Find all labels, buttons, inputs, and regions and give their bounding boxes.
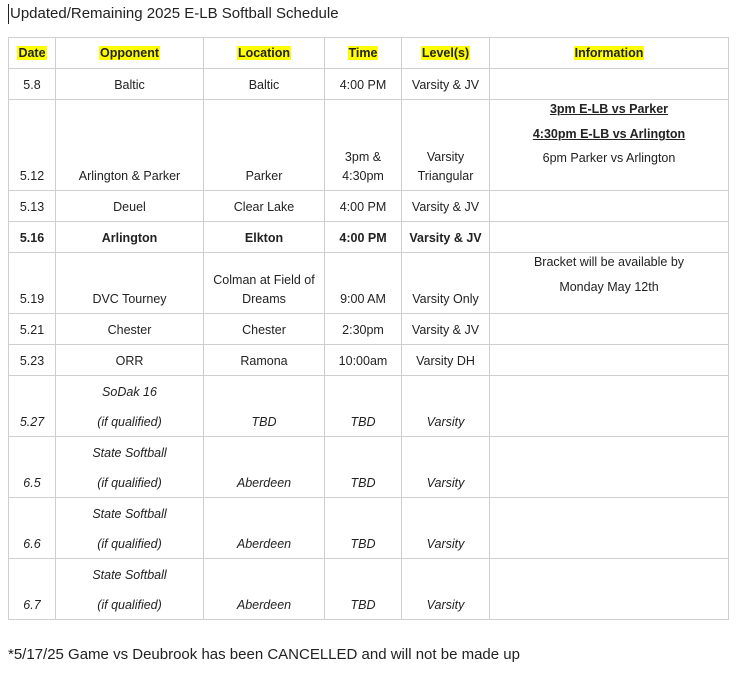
cell-location: Ramona [204, 345, 325, 376]
cell-info [490, 314, 729, 345]
cell-level: Varsity [402, 559, 490, 620]
cell-time: 4:00 PM [325, 222, 402, 253]
cell-location: Aberdeen [204, 559, 325, 620]
cell-info [490, 559, 729, 620]
table-row [9, 437, 729, 498]
opponent-line: (if qualified) [97, 598, 162, 612]
cell-time: 4:00 PM [325, 69, 402, 100]
cell-date: 5.23 [9, 345, 56, 376]
cell-level: Varsity [402, 376, 490, 437]
cell-date: 5.19 [9, 253, 56, 314]
cell-opponent: DVC Tourney [56, 253, 204, 314]
opponent-line: State Softball [92, 446, 167, 460]
cell-location: Aberdeen [204, 498, 325, 559]
time-line: 4:30pm [342, 169, 384, 183]
cell-time: 4:00 PM [325, 191, 402, 222]
cell-location: Clear Lake [204, 191, 325, 222]
header-levels: Level(s) [402, 38, 490, 69]
cell-info [490, 437, 729, 498]
cell-date: 5.27 [9, 376, 56, 437]
cell-info [490, 253, 729, 314]
cell-opponent [56, 437, 204, 498]
cell-time: 2:30pm [325, 314, 402, 345]
opponent-line: SoDak 16 [102, 385, 157, 399]
table-row [9, 100, 729, 191]
cell-location [204, 253, 325, 314]
cell-location: Baltic [204, 69, 325, 100]
info-line: 3pm E-LB vs Parker [549, 102, 669, 116]
cell-level: Varsity [402, 437, 490, 498]
opponent-line: (if qualified) [97, 415, 162, 429]
cell-info [490, 100, 729, 191]
header-date: Date [9, 38, 56, 69]
cell-info [490, 222, 729, 253]
cell-time: TBD [325, 437, 402, 498]
cell-time: TBD [325, 376, 402, 437]
cell-time: 9:00 AM [325, 253, 402, 314]
level-line: Triangular [417, 169, 474, 183]
cell-date: 5.13 [9, 191, 56, 222]
table-row [9, 345, 729, 376]
table-row [9, 559, 729, 620]
cell-opponent [56, 376, 204, 437]
table-row [9, 253, 729, 314]
info-line: Bracket will be available by [533, 255, 685, 269]
header-row [9, 38, 729, 69]
table-row [9, 69, 729, 100]
cancellation-footnote: *5/17/25 Game vs Deubrook has been CANCELLED and will not be made up [8, 646, 520, 663]
cell-date: 5.16 [9, 222, 56, 253]
info-line: Monday May 12th [559, 280, 659, 294]
header-location: Location [204, 38, 325, 69]
cell-opponent: Arlington [56, 222, 204, 253]
cell-level: Varsity [402, 498, 490, 559]
cell-location: Elkton [204, 222, 325, 253]
cell-level: Varsity & JV [402, 191, 490, 222]
schedule-table [8, 37, 729, 620]
cell-location: TBD [204, 376, 325, 437]
cell-level: Varsity & JV [402, 222, 490, 253]
cell-location: Chester [204, 314, 325, 345]
cell-date: 5.21 [9, 314, 56, 345]
cell-opponent [56, 498, 204, 559]
info-line: 6pm Parker vs Arlington [542, 151, 676, 165]
header-information: Information [490, 38, 729, 69]
opponent-line: (if qualified) [97, 476, 162, 490]
cell-opponent [56, 559, 204, 620]
cell-level [402, 100, 490, 191]
table-row [9, 314, 729, 345]
location-line: Dreams [242, 292, 286, 306]
table-row [9, 191, 729, 222]
location-line: Colman at Field of [213, 273, 315, 287]
cell-info [490, 191, 729, 222]
cell-opponent: ORR [56, 345, 204, 376]
cell-opponent: Arlington & Parker [56, 100, 204, 191]
document-title: Updated/Remaining 2025 E-LB Softball Schedule [10, 5, 339, 22]
cell-time: 10:00am [325, 345, 402, 376]
cell-info [490, 345, 729, 376]
opponent-line: State Softball [92, 507, 167, 521]
cell-date: 6.7 [9, 559, 56, 620]
cell-time [325, 100, 402, 191]
cell-time: TBD [325, 498, 402, 559]
cell-location: Parker [204, 100, 325, 191]
table-row [9, 222, 729, 253]
cell-time: TBD [325, 559, 402, 620]
cell-date: 5.8 [9, 69, 56, 100]
cell-info [490, 69, 729, 100]
cell-level: Varsity Only [402, 253, 490, 314]
header-time: Time [325, 38, 402, 69]
table-row [9, 498, 729, 559]
cell-level: Varsity & JV [402, 314, 490, 345]
cell-info [490, 498, 729, 559]
cell-level: Varsity DH [402, 345, 490, 376]
info-line: 4:30pm E-LB vs Arlington [532, 127, 686, 141]
cell-date: 5.12 [9, 100, 56, 191]
cell-date: 6.5 [9, 437, 56, 498]
opponent-line: State Softball [92, 568, 167, 582]
header-opponent: Opponent [56, 38, 204, 69]
cell-opponent: Baltic [56, 69, 204, 100]
table-row [9, 376, 729, 437]
cell-opponent: Deuel [56, 191, 204, 222]
time-line: 3pm & [344, 150, 382, 164]
level-line: Varsity [426, 150, 465, 164]
cell-opponent: Chester [56, 314, 204, 345]
cell-level: Varsity & JV [402, 69, 490, 100]
cell-info [490, 376, 729, 437]
opponent-line: (if qualified) [97, 537, 162, 551]
cell-date: 6.6 [9, 498, 56, 559]
cell-location: Aberdeen [204, 437, 325, 498]
